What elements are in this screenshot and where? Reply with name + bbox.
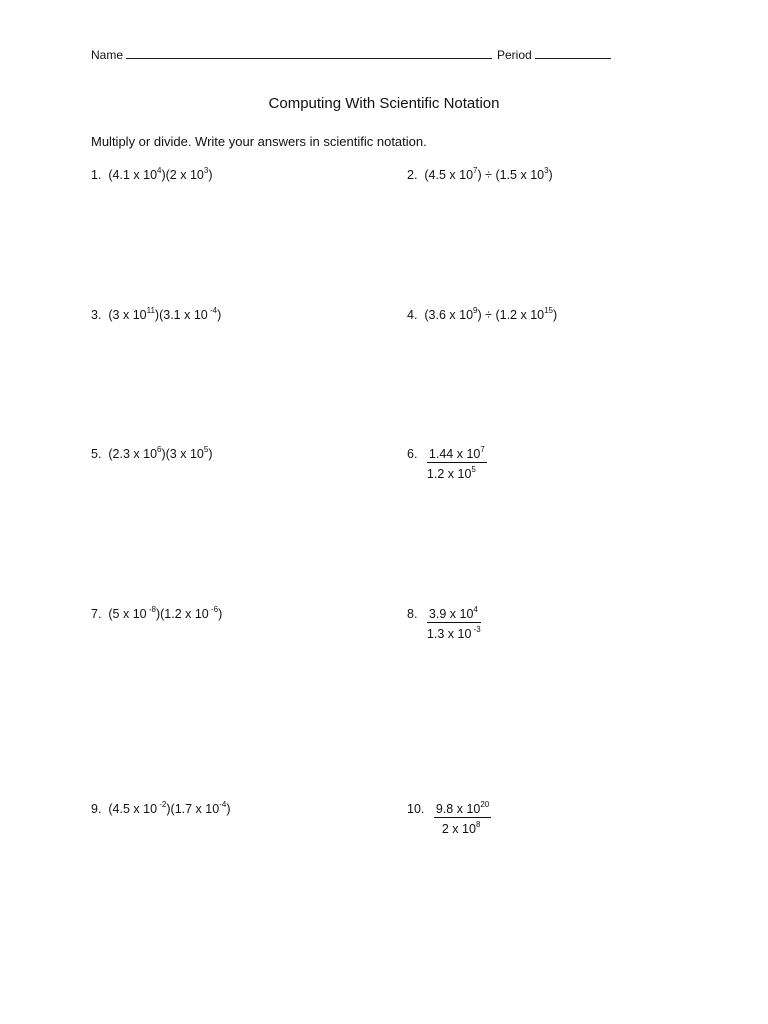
- problem-text-part: ): [553, 308, 558, 322]
- problem-7: [91, 607, 222, 621]
- denominator-base: 1.3 x 10: [426, 627, 472, 641]
- exponent: 15: [544, 306, 553, 315]
- problem-number: 9.: [91, 802, 102, 816]
- problem-text-part: ): [217, 308, 222, 322]
- numerator-base: 1.44 x 10: [428, 447, 481, 461]
- period-field[interactable]: [535, 47, 611, 59]
- exponent: 3: [544, 166, 549, 175]
- fraction: [427, 447, 487, 481]
- problem-text-part: ): [548, 168, 553, 182]
- denominator-base: 2 x 10: [441, 822, 476, 836]
- exponent: 6: [157, 445, 162, 454]
- problem-6: [407, 447, 487, 481]
- problem-text-part: (2.3 x 10: [108, 447, 158, 461]
- period-line: [497, 47, 611, 62]
- problem-text-part: ): [218, 607, 223, 621]
- exponent: -4: [219, 800, 227, 809]
- problem-text-part: (3 x 10: [108, 308, 147, 322]
- denominator-base: 1.2 x 10: [426, 467, 472, 481]
- exponent: -6: [208, 605, 219, 614]
- exponent: 4: [157, 166, 162, 175]
- fraction: [434, 802, 491, 836]
- problem-text-part: (4.1 x 10: [108, 168, 158, 182]
- exponent: -2: [157, 800, 167, 809]
- instructions: Multiply or divide. Write your answers in scientific notation.: [91, 134, 427, 149]
- numerator: [434, 802, 491, 818]
- exponent: 4: [473, 605, 478, 614]
- problem-number: 2.: [407, 168, 418, 182]
- problem-text-part: ): [226, 802, 231, 816]
- exponent: -8: [146, 605, 156, 614]
- period-label: Period: [497, 48, 532, 62]
- denominator: [427, 623, 481, 641]
- problem-5: [91, 447, 213, 461]
- numerator-base: 9.8 x 10: [435, 802, 481, 816]
- page-title: Computing With Scientific Notation: [268, 95, 500, 112]
- problem-number: 10.: [407, 802, 425, 816]
- numerator: [427, 447, 487, 463]
- exponent: 7: [473, 166, 478, 175]
- problem-number: 6.: [407, 447, 418, 461]
- exponent: 20: [480, 800, 490, 809]
- problem-1: [91, 168, 213, 182]
- problem-text-part: )(3.1 x 10: [154, 308, 208, 322]
- problem-text-part: (4.5 x 10: [108, 802, 158, 816]
- problem-number: 1.: [91, 168, 102, 182]
- denominator: [434, 818, 491, 836]
- problem-number: 5.: [91, 447, 102, 461]
- exponent: 7: [480, 445, 485, 454]
- exponent: 3: [203, 166, 209, 175]
- problem-text-part: ) ÷ (1.2 x 10: [477, 308, 545, 322]
- exponent: 11: [146, 306, 155, 315]
- problem-3: [91, 308, 221, 322]
- problem-text-part: )(2 x 10: [161, 168, 204, 182]
- exponent: 5: [471, 465, 476, 474]
- problem-2: [407, 168, 553, 182]
- problem-text-part: (4.5 x 10: [424, 168, 474, 182]
- problem-text-part: ): [208, 168, 213, 182]
- problem-10: [407, 802, 491, 836]
- problem-text-part: )(3 x 10: [161, 447, 204, 461]
- problem-text-part: (3.6 x 10: [424, 308, 474, 322]
- problem-text-part: ): [208, 447, 213, 461]
- problem-number: 4.: [407, 308, 418, 322]
- numerator: [427, 607, 481, 623]
- denominator: [427, 463, 487, 481]
- exponent: 8: [475, 820, 481, 829]
- problem-number: 3.: [91, 308, 102, 322]
- exponent: 9: [473, 306, 478, 315]
- name-label: Name: [91, 48, 124, 62]
- problem-number: 8.: [407, 607, 418, 621]
- exponent: 5: [203, 445, 209, 454]
- problem-text-part: )(1.2 x 10: [155, 607, 209, 621]
- problem-text-part: (5 x 10: [108, 607, 147, 621]
- exponent: -3: [471, 625, 481, 634]
- exponent: -4: [207, 306, 218, 315]
- name-line: [91, 47, 492, 62]
- problem-text-part: )(1.7 x 10: [166, 802, 220, 816]
- numerator-base: 3.9 x 10: [428, 607, 474, 621]
- fraction: [427, 607, 481, 641]
- name-field[interactable]: [126, 47, 492, 59]
- problem-8: [407, 607, 481, 641]
- problem-9: [91, 802, 230, 816]
- problem-text-part: ) ÷ (1.5 x 10: [477, 168, 545, 182]
- problem-4: [407, 308, 557, 322]
- problem-number: 7.: [91, 607, 102, 621]
